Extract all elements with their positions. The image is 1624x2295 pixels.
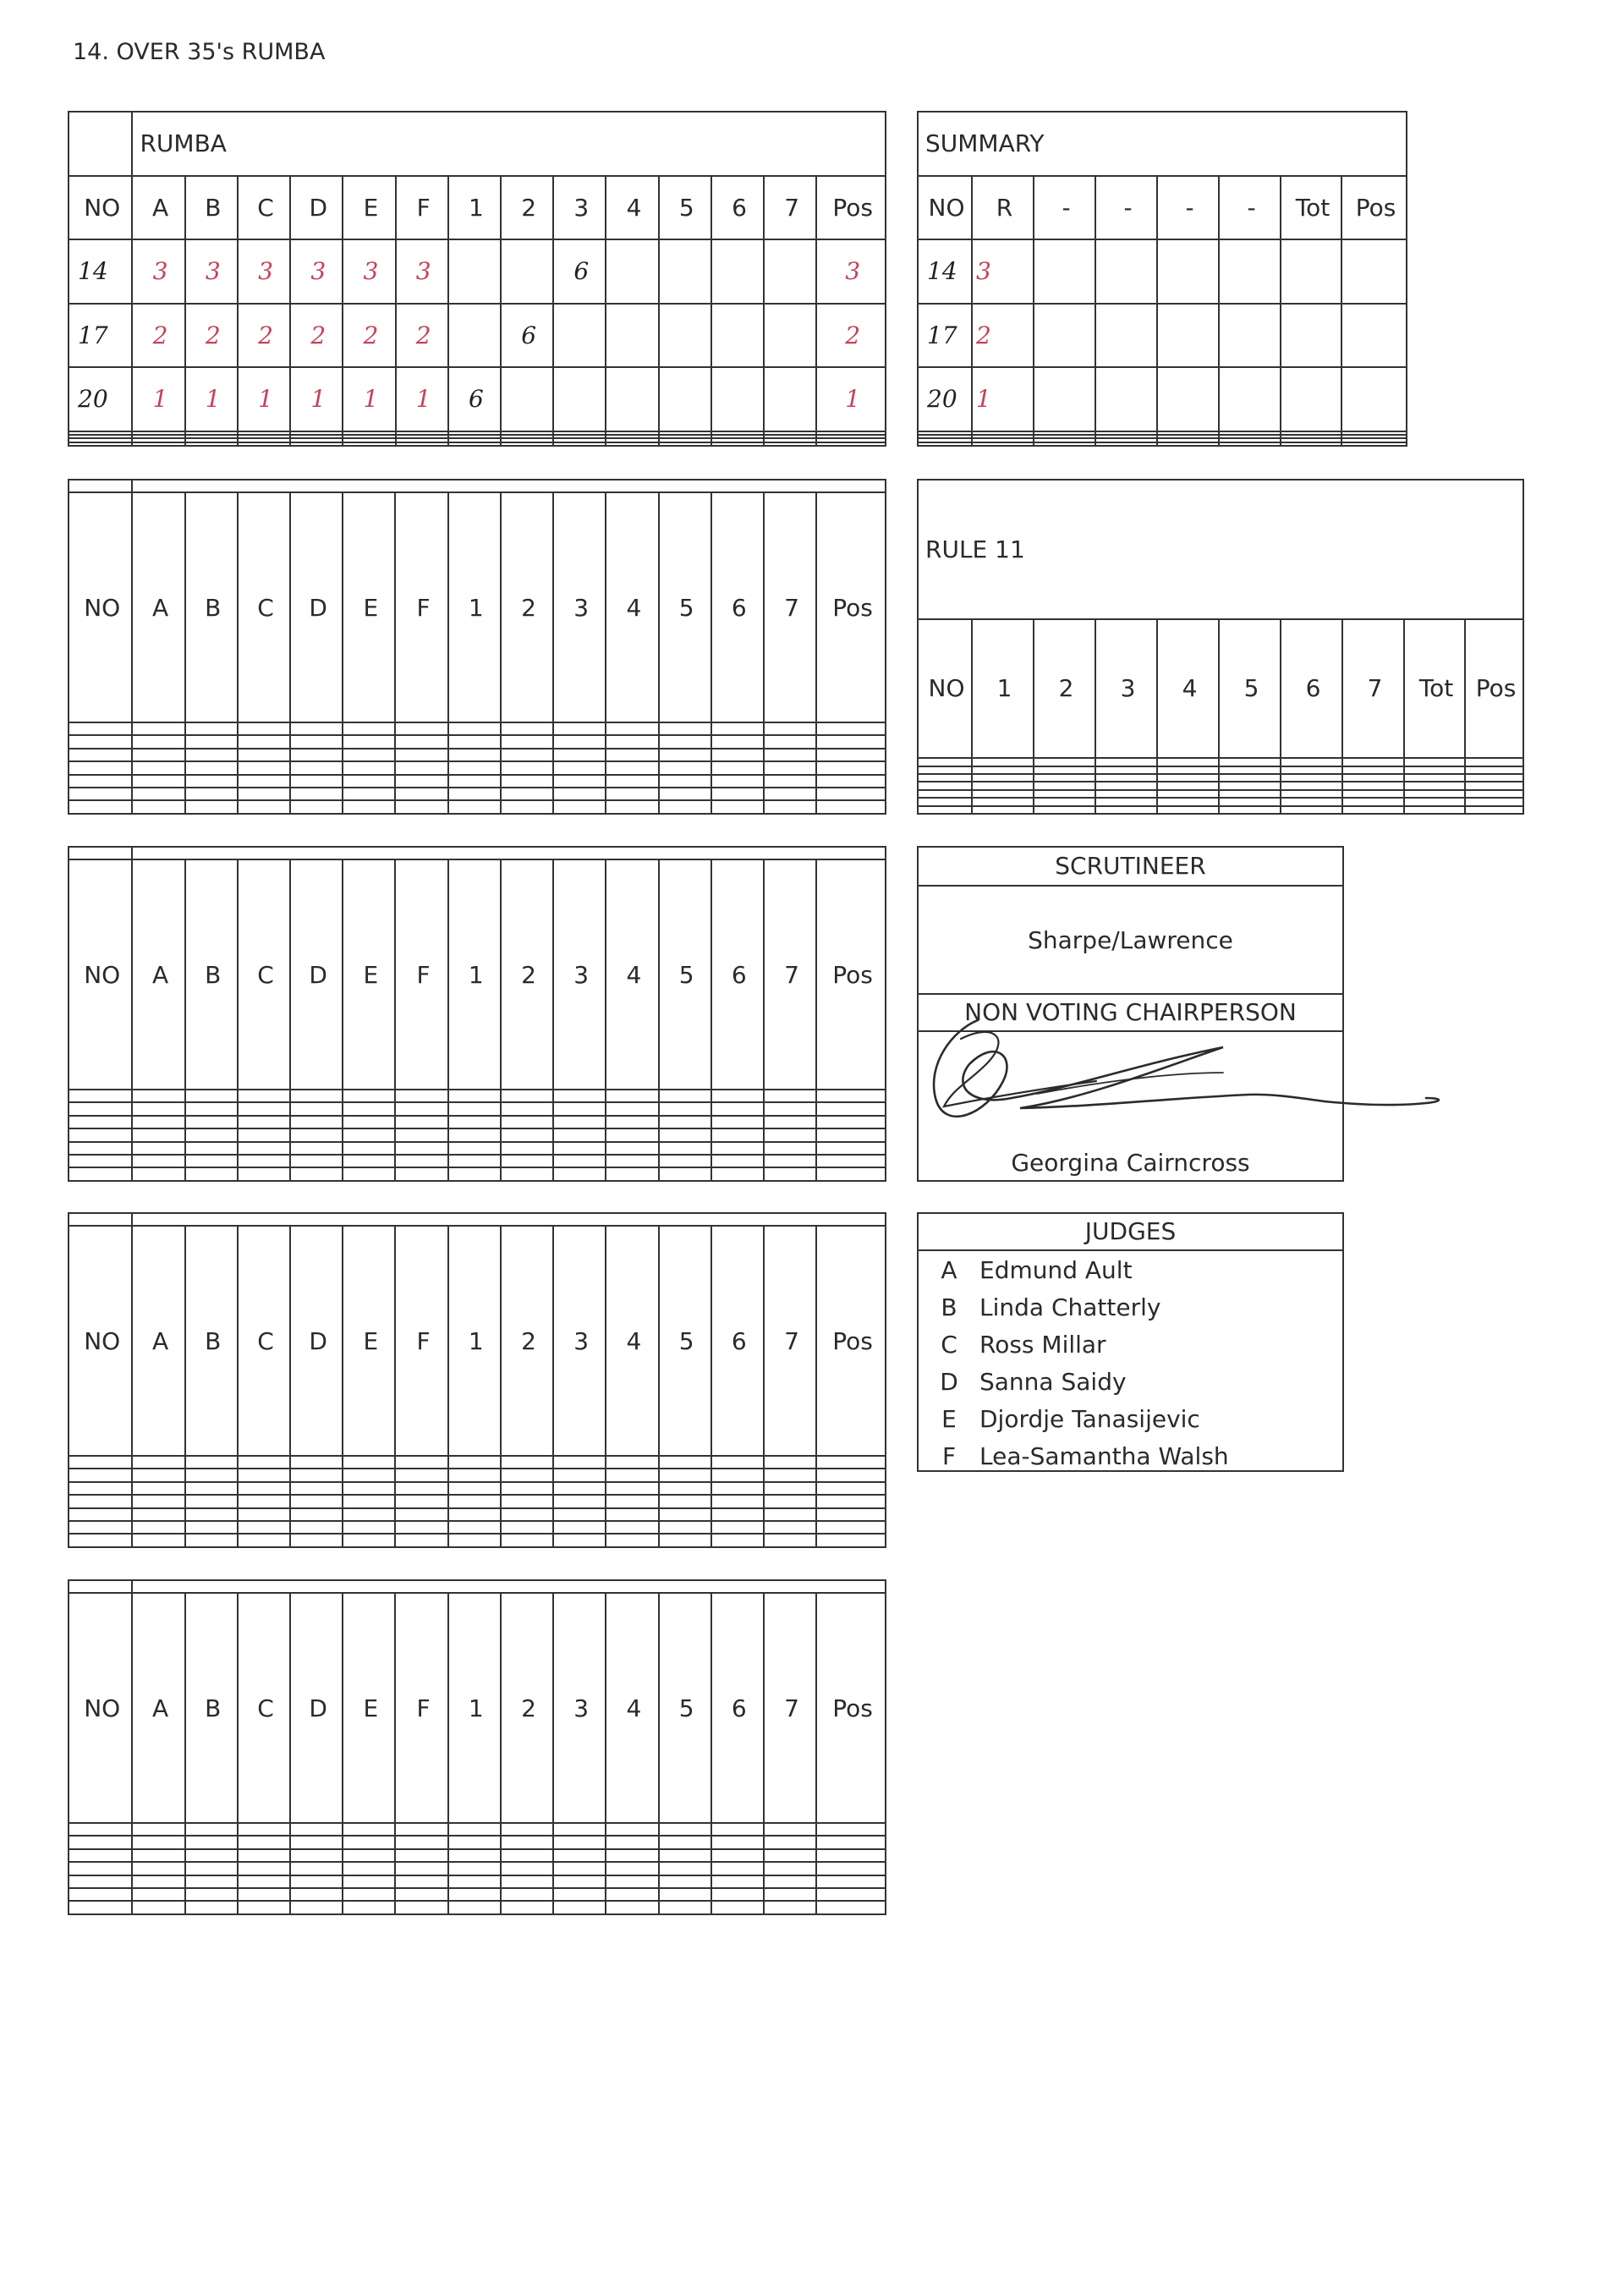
- place-count: 6: [448, 367, 501, 431]
- col-header: Pos: [816, 1593, 886, 1822]
- judge-row: [919, 1251, 1342, 1288]
- col-header: E: [343, 1226, 395, 1455]
- col-header: D: [290, 1226, 343, 1455]
- place-count: [659, 304, 711, 368]
- header-row: [69, 1593, 886, 1822]
- rule11-table: [917, 479, 1522, 815]
- table-row: [69, 442, 886, 446]
- col-header: 3: [553, 1226, 606, 1455]
- place-count: [764, 304, 816, 368]
- couple-number: 17: [69, 304, 132, 368]
- table-row: [69, 304, 886, 368]
- place-count: [448, 239, 501, 304]
- col-header: 1: [448, 859, 501, 1089]
- col-header: Pos: [1341, 176, 1407, 240]
- header-row: [918, 619, 1523, 759]
- col-header: 5: [659, 1226, 711, 1455]
- judge-name: Edmund Ault: [979, 1255, 1133, 1284]
- col-header: 2: [501, 1226, 553, 1455]
- rule11-title: RULE 11: [918, 480, 1523, 619]
- place-count: [606, 239, 658, 304]
- col-header: 4: [606, 859, 658, 1089]
- place-count: [764, 239, 816, 304]
- col-header: 1: [448, 1593, 501, 1822]
- header-row: [69, 859, 886, 1089]
- place-count: [553, 304, 606, 368]
- officials-panel: [917, 846, 1344, 1182]
- col-header: Tot: [1404, 619, 1465, 759]
- judge-letter: D: [940, 1367, 958, 1396]
- judge-row: [919, 1400, 1342, 1437]
- judge-mark: 2: [343, 304, 395, 368]
- col-header: C: [238, 859, 290, 1089]
- col-header: F: [395, 1226, 447, 1455]
- col-header: F: [395, 492, 447, 722]
- col-header: -: [1157, 176, 1219, 240]
- chairperson-name: Georgina Cairncross: [1011, 1149, 1250, 1177]
- couple-number: 20: [918, 367, 972, 431]
- scrutineer-title: SCRUTINEER: [919, 848, 1342, 887]
- judge-name: Ross Millar: [979, 1330, 1106, 1359]
- col-header: 2: [501, 1593, 553, 1822]
- header-row: [69, 1226, 886, 1455]
- col-header: B: [185, 492, 238, 722]
- col-header: B: [185, 1593, 238, 1822]
- col-header: 6: [711, 176, 764, 240]
- col-header: 6: [711, 1593, 764, 1822]
- judge-letter: F: [941, 1441, 957, 1470]
- col-header: B: [185, 859, 238, 1089]
- col-header: NO: [69, 492, 132, 722]
- col-header: NO: [69, 1226, 132, 1455]
- col-header: A: [132, 176, 184, 240]
- col-header: 4: [606, 492, 658, 722]
- couple-number: 17: [918, 304, 972, 368]
- judge-mark: 1: [290, 367, 343, 431]
- table-row: [69, 367, 886, 431]
- col-header: F: [396, 176, 448, 240]
- col-header: Pos: [1465, 619, 1523, 759]
- col-header: Pos: [816, 1226, 886, 1455]
- judge-mark: 3: [132, 239, 184, 304]
- col-header: C: [238, 1226, 290, 1455]
- col-header: 5: [659, 492, 711, 722]
- judge-name: Djordje Tanasijevic: [979, 1404, 1200, 1433]
- place-count: [659, 367, 711, 431]
- col-header: E: [343, 1593, 395, 1822]
- col-header: 5: [1219, 619, 1281, 759]
- col-header: A: [132, 859, 184, 1089]
- marks-table-2: [68, 479, 886, 815]
- table-row: [918, 239, 1407, 304]
- col-header: 2: [1034, 619, 1095, 759]
- rumba-place: 3: [972, 239, 1034, 304]
- place-count: 6: [553, 239, 606, 304]
- judge-mark: 2: [132, 304, 184, 368]
- place-count: [501, 239, 553, 304]
- col-header: 6: [1281, 619, 1342, 759]
- rumba-place: 1: [972, 367, 1034, 431]
- place-count: [553, 367, 606, 431]
- col-header: R: [972, 176, 1034, 240]
- col-header: 7: [764, 1593, 816, 1822]
- couple-number: 14: [69, 239, 132, 304]
- summary-table: [917, 111, 1406, 447]
- col-header: NO: [69, 859, 132, 1089]
- col-header: -: [1034, 176, 1095, 240]
- col-header: 7: [764, 176, 816, 240]
- place-count: [606, 304, 658, 368]
- position: 1: [816, 367, 886, 431]
- col-header: Pos: [816, 176, 886, 240]
- judge-mark: 2: [185, 304, 238, 368]
- col-header: 6: [711, 859, 764, 1089]
- col-header: F: [395, 1593, 447, 1822]
- col-header: Pos: [816, 859, 886, 1089]
- col-header: 1: [448, 176, 501, 240]
- place-count: [448, 304, 501, 368]
- col-header: D: [290, 176, 343, 240]
- col-header: 5: [659, 1593, 711, 1822]
- col-header: 4: [606, 1226, 658, 1455]
- col-header: D: [290, 859, 343, 1089]
- judge-mark: 3: [238, 239, 290, 304]
- col-header: 7: [764, 492, 816, 722]
- col-header: 5: [659, 176, 711, 240]
- judge-mark: 3: [343, 239, 395, 304]
- col-header: 1: [448, 492, 501, 722]
- col-header: A: [132, 492, 184, 722]
- col-header: 5: [659, 859, 711, 1089]
- col-header: 4: [606, 1593, 658, 1822]
- judge-mark: 1: [396, 367, 448, 431]
- col-header: -: [1095, 176, 1157, 240]
- place-count: [764, 367, 816, 431]
- col-header: A: [132, 1593, 184, 1822]
- rumba-place: 2: [972, 304, 1034, 368]
- judge-letter: C: [941, 1330, 957, 1359]
- table-title-row: [69, 112, 886, 176]
- place-count: [711, 304, 764, 368]
- col-header: A: [132, 1226, 184, 1455]
- col-header: 2: [501, 492, 553, 722]
- signature-image: [919, 1013, 1443, 1149]
- scrutineer-name: Sharpe/Lawrence: [919, 887, 1342, 995]
- col-header: 4: [606, 176, 658, 240]
- couple-number: 14: [918, 239, 972, 304]
- judge-row: [919, 1326, 1342, 1363]
- chairperson-title: NON VOTING CHAIRPERSON: [919, 995, 1342, 1032]
- table-row: [918, 367, 1407, 431]
- col-header: NO: [69, 1593, 132, 1822]
- col-header: 6: [711, 492, 764, 722]
- judge-mark: 2: [238, 304, 290, 368]
- col-header: 3: [553, 492, 606, 722]
- judge-name: Linda Chatterly: [979, 1293, 1161, 1321]
- page-title: 14. OVER 35's RUMBA: [73, 39, 326, 65]
- judge-row: [919, 1363, 1342, 1400]
- judge-mark: 3: [290, 239, 343, 304]
- marks-table-3: [68, 846, 886, 1182]
- summary-title: SUMMARY: [918, 112, 1407, 176]
- col-header: 3: [553, 859, 606, 1089]
- col-header: -: [1219, 176, 1281, 240]
- marks-table-4: [68, 1212, 886, 1548]
- judge-letter: B: [941, 1293, 957, 1321]
- judge-name: Lea-Samantha Walsh: [979, 1441, 1229, 1470]
- header-row: [69, 492, 886, 722]
- col-header: 7: [1342, 619, 1404, 759]
- marks-table-rumba: [68, 111, 886, 447]
- col-header: NO: [69, 176, 132, 240]
- col-header: D: [290, 1593, 343, 1822]
- place-count: [711, 367, 764, 431]
- col-header: 3: [553, 176, 606, 240]
- judges-panel: [917, 1212, 1344, 1472]
- place-count: [606, 367, 658, 431]
- col-header: 7: [764, 859, 816, 1089]
- couple-number: 20: [69, 367, 132, 431]
- table-title: RUMBA: [132, 112, 886, 176]
- marks-table-5: [68, 1579, 886, 1915]
- col-header: 4: [1157, 619, 1219, 759]
- header-row: [918, 176, 1407, 240]
- judge-row: [919, 1437, 1342, 1474]
- place-count: [711, 239, 764, 304]
- judge-mark: 3: [396, 239, 448, 304]
- col-header: B: [185, 176, 238, 240]
- col-header: C: [238, 492, 290, 722]
- col-header: 1: [972, 619, 1034, 759]
- col-header: NO: [918, 176, 972, 240]
- col-header: E: [343, 492, 395, 722]
- judge-mark: 1: [238, 367, 290, 431]
- judge-name: Sanna Saidy: [979, 1367, 1127, 1396]
- place-count: 6: [501, 304, 553, 368]
- col-header: D: [290, 492, 343, 722]
- col-header: C: [238, 1593, 290, 1822]
- judge-mark: 1: [343, 367, 395, 431]
- col-header: E: [343, 859, 395, 1089]
- position: 3: [816, 239, 886, 304]
- col-header: F: [395, 859, 447, 1089]
- judge-letter: A: [941, 1255, 957, 1284]
- col-header: 3: [1095, 619, 1157, 759]
- judge-mark: 1: [185, 367, 238, 431]
- col-header: E: [343, 176, 395, 240]
- col-header: 2: [501, 859, 553, 1089]
- col-header: 2: [501, 176, 553, 240]
- col-header: NO: [918, 619, 972, 759]
- judge-mark: 2: [290, 304, 343, 368]
- judge-mark: 3: [185, 239, 238, 304]
- col-header: 7: [764, 1226, 816, 1455]
- place-count: [501, 367, 553, 431]
- judges-title: JUDGES: [919, 1214, 1342, 1251]
- col-header: Pos: [816, 492, 886, 722]
- col-header: C: [238, 176, 290, 240]
- col-header: B: [185, 1226, 238, 1455]
- title-corner-cell: [69, 112, 132, 176]
- col-header: 1: [448, 1226, 501, 1455]
- table-row: [69, 239, 886, 304]
- judge-row: [919, 1288, 1342, 1326]
- col-header: 3: [553, 1593, 606, 1822]
- judge-mark: 2: [396, 304, 448, 368]
- judge-letter: E: [941, 1404, 957, 1433]
- col-header: Tot: [1281, 176, 1341, 240]
- rumba-grid: [68, 111, 886, 447]
- judge-mark: 1: [132, 367, 184, 431]
- table-row: [918, 304, 1407, 368]
- header-row: [69, 176, 886, 240]
- place-count: [659, 239, 711, 304]
- col-header: 6: [711, 1226, 764, 1455]
- position: 2: [816, 304, 886, 368]
